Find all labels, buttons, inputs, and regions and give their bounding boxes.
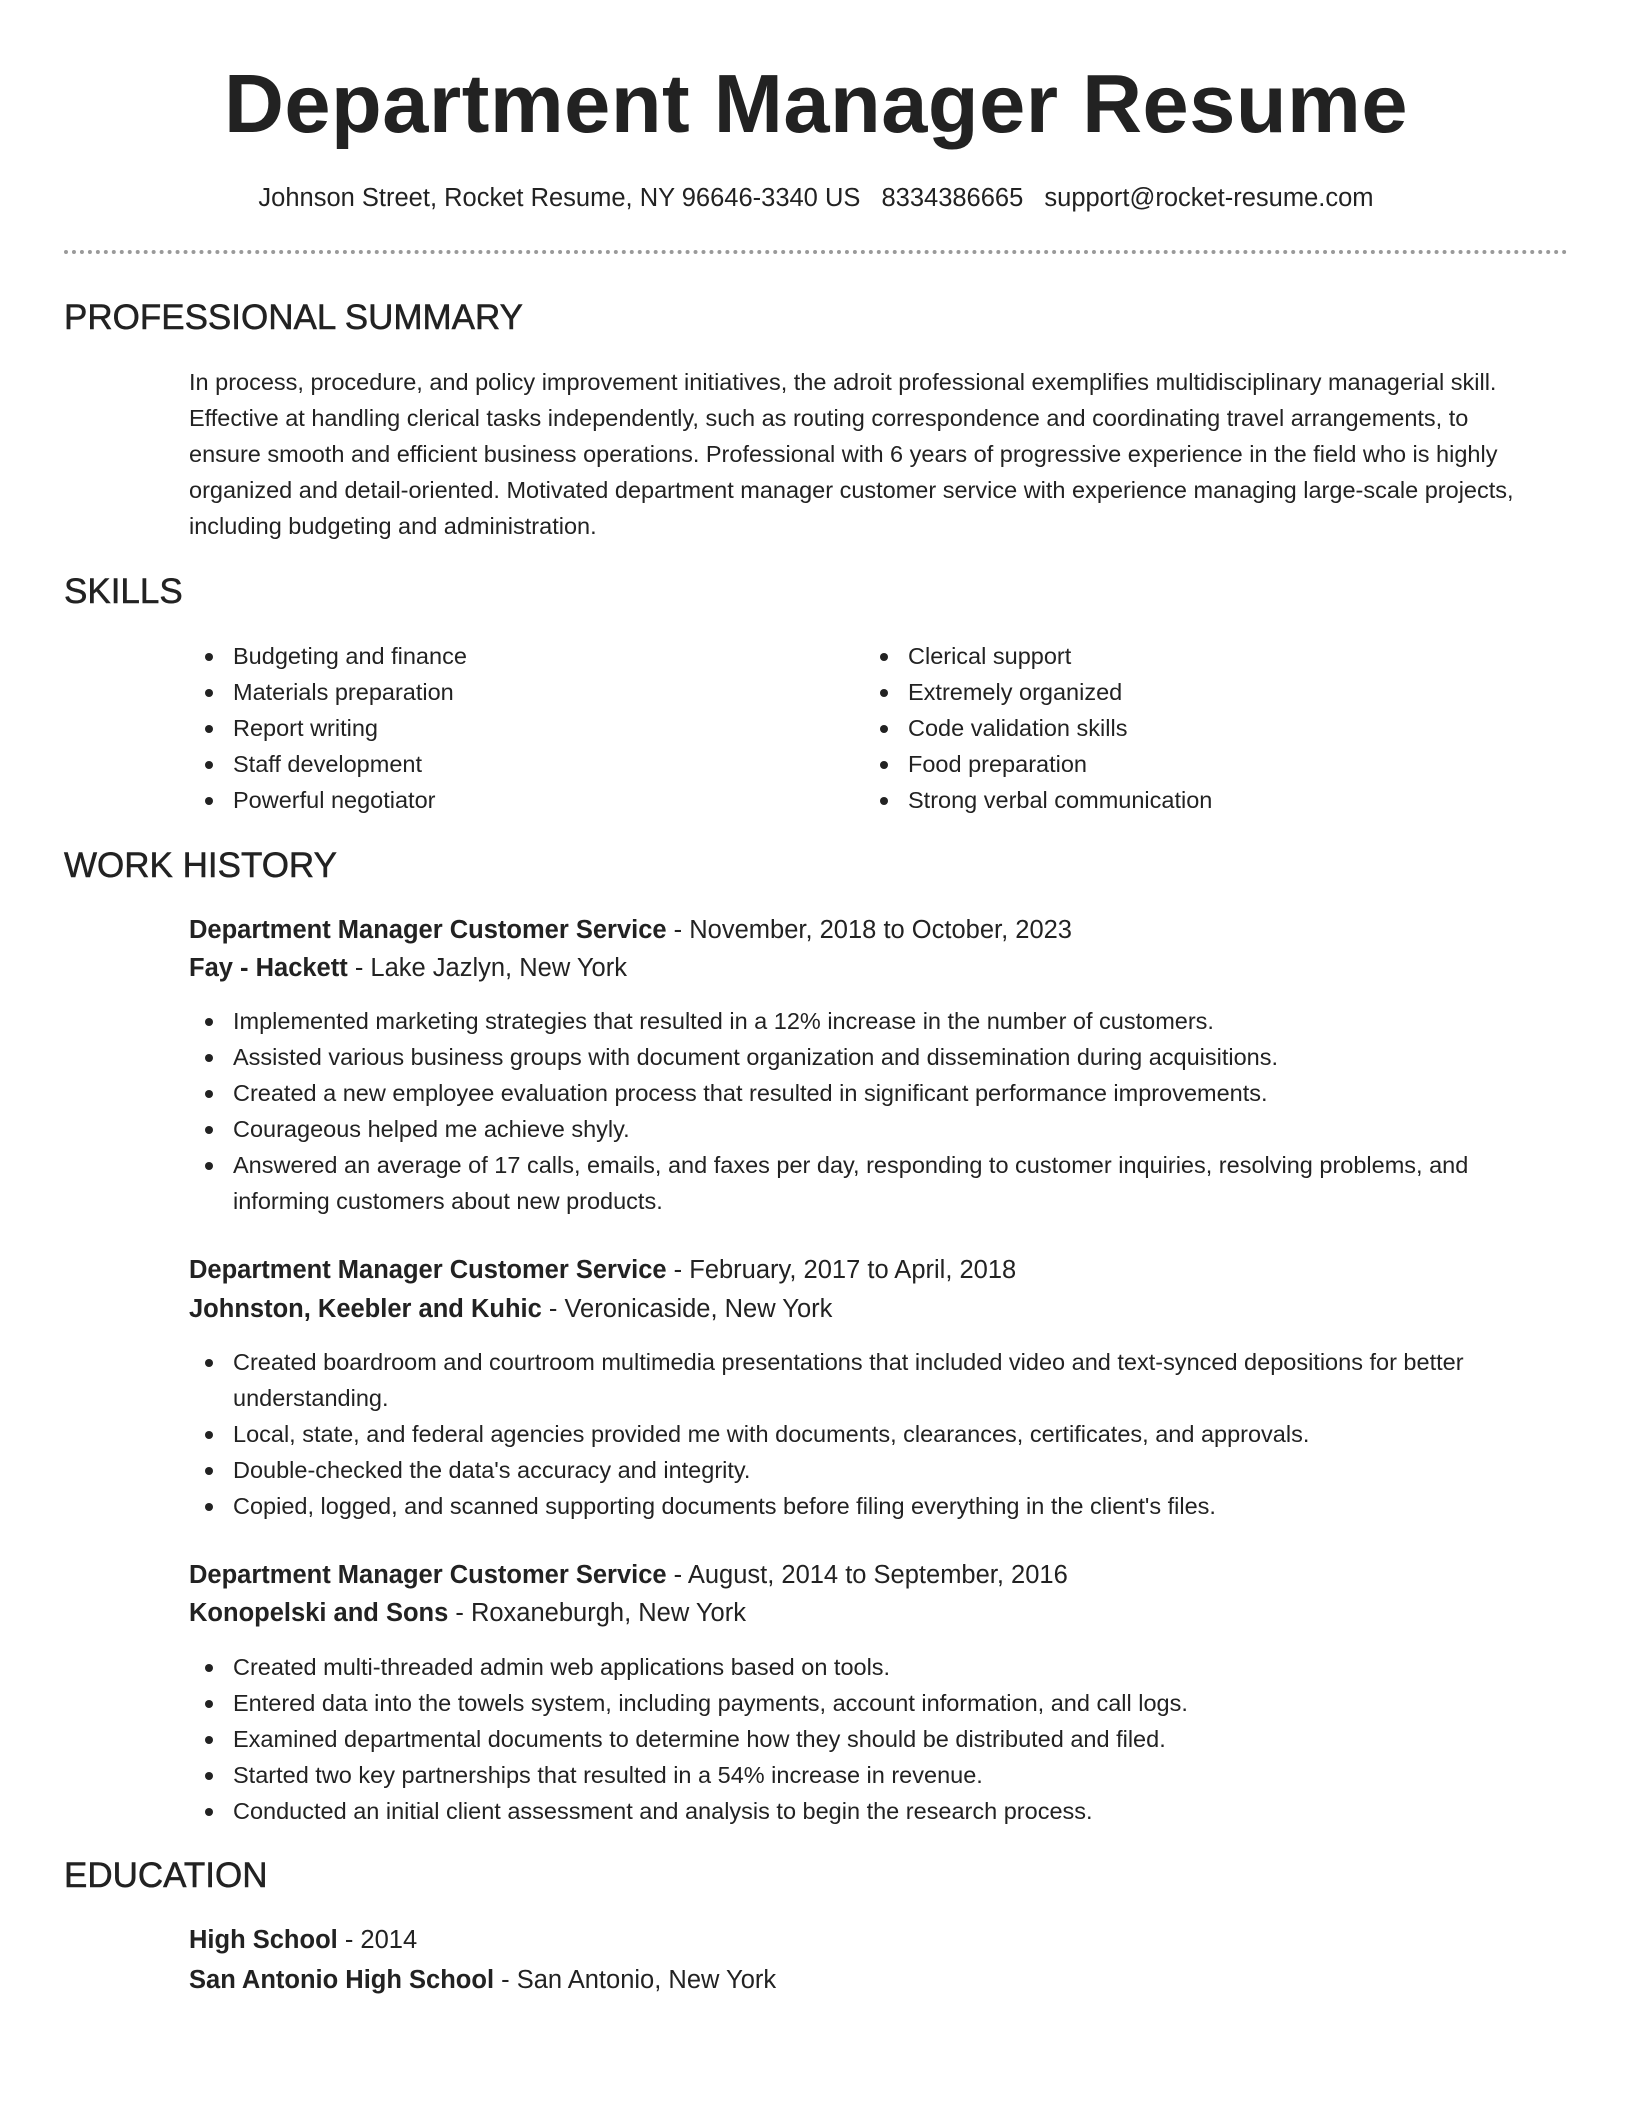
job-bullet: Double-checked the data's accuracy and integrity.: [189, 1452, 1559, 1488]
education-degree-line: [189, 1922, 417, 1958]
skill-item: Food preparation: [864, 746, 1544, 782]
job-company: Johnston, Keebler and Kuhic: [189, 1295, 542, 1323]
job-bullet: Entered data into the towels system, including payments, account information, and call logs.: [189, 1685, 1559, 1721]
header-divider: [64, 250, 1568, 254]
work-history-heading: WORK HISTORY: [64, 846, 337, 885]
job-bullet: Conducted an initial client assessment and analysis to begin the research process.: [189, 1793, 1559, 1829]
job-title-line: [189, 1557, 1068, 1593]
job-company: Konopelski and Sons: [189, 1599, 449, 1627]
job-bullets: [189, 1003, 1559, 1219]
resume-title: Department Manager Resume: [223, 57, 1409, 150]
job-title: Department Manager Customer Service: [189, 1256, 667, 1284]
skill-item: Materials preparation: [189, 674, 829, 710]
job-location: - Lake Jazlyn, New York: [347, 954, 627, 982]
skills-list-right: [864, 638, 1544, 818]
job-title: Department Manager Customer Service: [189, 1561, 667, 1589]
education-school: San Antonio High School: [189, 1966, 495, 1994]
education-school-line: [189, 1962, 776, 1998]
skill-item: Code validation skills: [864, 710, 1544, 746]
job-bullet: Local, state, and federal agencies provided me with documents, clearances, certificates, and approvals.: [189, 1416, 1559, 1452]
summary-heading: PROFESSIONAL SUMMARY: [64, 298, 523, 337]
education-degree: High School: [189, 1926, 338, 1954]
skill-item: Powerful negotiator: [189, 782, 829, 818]
job-location: - Roxaneburgh, New York: [448, 1599, 746, 1627]
skill-item: Clerical support: [864, 638, 1544, 674]
job-title-line: [189, 912, 1072, 948]
job-bullet: Copied, logged, and scanned supporting documents before filing everything in the client's files.: [189, 1488, 1559, 1524]
job-bullet: Created multi-threaded admin web applications based on tools.: [189, 1649, 1559, 1685]
education-location: - San Antonio, New York: [494, 1966, 777, 1994]
job-bullet: Examined departmental documents to determine how they should be distributed and filed.: [189, 1721, 1559, 1757]
job-bullet: Assisted various business groups with document organization and dissemination during acquisitions.: [189, 1039, 1559, 1075]
skills-list-left: [189, 638, 829, 818]
skill-item: Extremely organized: [864, 674, 1544, 710]
job-bullet: Created a new employee evaluation process that resulted in significant performance improvements.: [189, 1075, 1559, 1111]
skill-item: Strong verbal communication: [864, 782, 1544, 818]
job-title: Department Manager Customer Service: [189, 916, 667, 944]
job-bullet: Implemented marketing strategies that resulted in a 12% increase in the number of customers.: [189, 1003, 1559, 1039]
job-bullets: [189, 1344, 1559, 1524]
job-location: - Veronicaside, New York: [541, 1295, 833, 1323]
job-bullet: Started two key partnerships that resulted in a 54% increase in revenue.: [189, 1757, 1559, 1793]
job-dates: - February, 2017 to April, 2018: [666, 1256, 1017, 1284]
job-company-line: [189, 1595, 746, 1631]
contact-line: [0, 181, 1632, 215]
job-company-line: [189, 950, 627, 986]
skill-item: Report writing: [189, 710, 829, 746]
skill-item: Staff development: [189, 746, 829, 782]
skill-item: Budgeting and finance: [189, 638, 829, 674]
job-company: Fay - Hackett: [189, 954, 348, 982]
education-heading: EDUCATION: [64, 1856, 268, 1895]
skills-heading: SKILLS: [64, 572, 183, 611]
job-bullet: Created boardroom and courtroom multimedia presentations that included video and text-synced depositions for better understanding.: [189, 1344, 1559, 1416]
job-company-line: [189, 1291, 832, 1327]
job-dates: - November, 2018 to October, 2023: [666, 916, 1072, 944]
contact-email: support@rocket-resume.com: [1044, 184, 1374, 212]
job-dates: - August, 2014 to September, 2016: [666, 1561, 1068, 1589]
education-year: - 2014: [337, 1926, 418, 1954]
contact-address: Johnson Street, Rocket Resume, NY 96646-3340 US: [258, 184, 861, 212]
summary-text: In process, procedure, and policy improvement initiatives, the adroit professional exemplifies multidisciplinary managerial skill. Effective at handling clerical tasks independently, such as routing correspondence and coordinating travel arrangements, to ensure smooth and efficient business operations. Professional with 6 years of progressive experience in the field who is highly organized and detail-oriented. Motivated department manager customer service with experience managing large-scale projects, including budgeting and administration.: [189, 369, 1514, 539]
contact-phone: 8334386665: [881, 184, 1024, 212]
job-bullets: [189, 1649, 1559, 1829]
job-title-line: [189, 1252, 1016, 1288]
job-bullet: Courageous helped me achieve shyly.: [189, 1111, 1559, 1147]
job-bullet: Answered an average of 17 calls, emails, and faxes per day, responding to customer inquiries, resolving problems, and informing customers about new products.: [189, 1147, 1559, 1219]
